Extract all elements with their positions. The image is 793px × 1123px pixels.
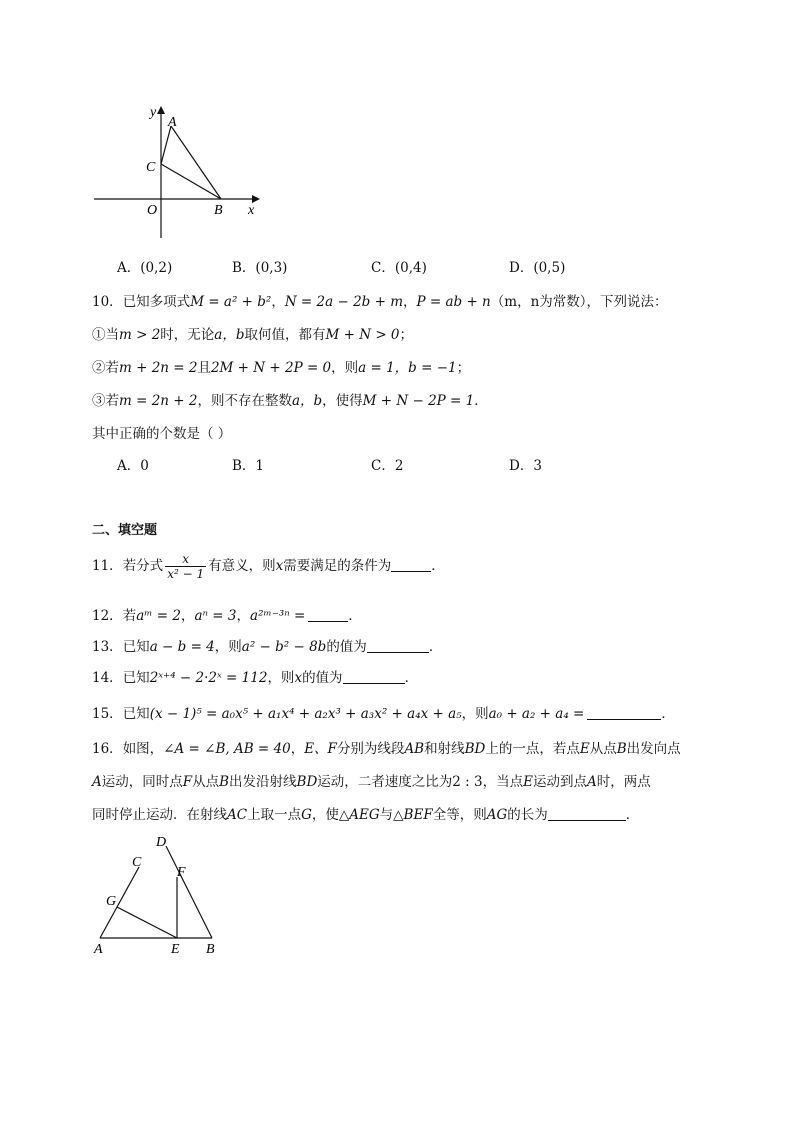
formula: a，b — [214, 327, 245, 343]
text: 与 — [379, 807, 394, 823]
coordinate-figure — [88, 98, 268, 243]
q11 — [92, 552, 445, 581]
text: ， — [290, 741, 305, 757]
option-text: 1 — [255, 458, 265, 474]
section-title: 二、填空题 — [92, 523, 158, 538]
text: 从点 — [192, 774, 220, 790]
q10-stem — [92, 290, 668, 310]
text: 且 — [197, 360, 211, 376]
text: ，则 — [331, 360, 359, 376]
q10-option-d — [509, 454, 542, 474]
formula: BD — [464, 741, 486, 757]
label-y: y — [150, 105, 157, 120]
circle-mark: ② — [92, 360, 106, 376]
text: 当 — [105, 327, 119, 343]
q10-statement-3 — [92, 389, 488, 409]
formula: △AEG — [338, 807, 380, 823]
text: ， — [403, 294, 417, 310]
fraction-denominator: x² − 1 — [167, 567, 205, 581]
text: ，则 — [267, 670, 295, 686]
formula: AG — [486, 807, 508, 823]
formula: 2ˣ⁺⁴ − 2·2ˣ = 112 — [149, 670, 268, 686]
formula: BD — [296, 774, 318, 790]
formula: A — [586, 774, 597, 790]
option-letter: B． — [232, 458, 256, 474]
formula-m: M = a² + b² — [190, 294, 272, 310]
label-g: G — [106, 894, 117, 909]
text: 若分式 — [122, 558, 164, 574]
formula: F — [182, 774, 193, 790]
option-letter: B． — [232, 260, 256, 276]
text: 全等，则 — [432, 807, 487, 823]
text: 上取一点 — [247, 807, 302, 823]
text: 有意义，则 — [208, 558, 276, 574]
formula: m + 2n = 2 — [119, 360, 198, 376]
formula: B — [219, 774, 230, 790]
q16-line-1 — [92, 737, 681, 757]
circle-mark: ③ — [92, 393, 106, 409]
label-x: x — [248, 203, 255, 218]
label-d: D — [156, 835, 167, 850]
label-e: E — [171, 942, 180, 957]
text: ，当点 — [482, 774, 524, 790]
q9-option-a — [117, 256, 172, 276]
option-text: 3 — [533, 458, 542, 474]
answer-blank[interactable] — [367, 640, 429, 653]
formula: A — [92, 774, 102, 790]
text: ，则不存在整数 — [197, 393, 292, 409]
text: ，则 — [461, 706, 489, 722]
text: 如图， — [122, 741, 164, 757]
question-number: 10． — [92, 294, 123, 310]
q16-line-2 — [92, 770, 651, 790]
geometry-figure — [88, 832, 228, 962]
text: 已知 — [122, 639, 150, 655]
q10-question: 其中正确的个数是（ ） — [92, 426, 232, 442]
formula: a，b — [291, 393, 323, 409]
option-text: (0,4) — [394, 260, 427, 276]
formula: a − b = 4 — [149, 639, 215, 655]
text: ， — [181, 608, 195, 624]
formula: m = 2n + 2 — [119, 393, 198, 409]
formula: (x − 1)⁵ = a₀x⁵ + a₁x⁴ + a₂x³ + a₃x² + a₄x + a₅ — [149, 706, 462, 722]
label-o: O — [147, 203, 158, 218]
text: 若 — [122, 608, 137, 624]
formula: a² − b² − 8b — [241, 639, 327, 655]
answer-blank[interactable] — [391, 559, 431, 572]
formula: x — [275, 558, 284, 574]
text: 上的一点，若点 — [485, 741, 580, 757]
q16-line-3 — [92, 803, 639, 823]
text: 运动到点 — [532, 774, 587, 790]
formula: M + N − 2P = 1 — [362, 393, 475, 409]
q10-statement-2 — [92, 356, 470, 376]
formula: E、F — [304, 741, 337, 757]
q10-option-a — [117, 454, 149, 474]
question-number: 15． — [92, 706, 123, 722]
question-number: 16． — [92, 741, 123, 757]
q10-option-c — [371, 454, 403, 474]
q13 — [92, 635, 442, 655]
option-text: (0,3) — [255, 260, 288, 276]
formula: M + N > 0 — [325, 327, 400, 343]
q9-option-c — [371, 256, 427, 276]
option-letter: C． — [371, 458, 395, 474]
text: 若 — [105, 393, 119, 409]
text: 分别为线段 — [336, 741, 405, 757]
answer-blank[interactable] — [343, 671, 405, 684]
text: （m，n为常数），下列说法： — [490, 294, 668, 310]
text: ． — [625, 807, 640, 823]
text: 的值为 — [302, 670, 343, 686]
option-text: 2 — [394, 458, 404, 474]
q12 — [92, 604, 362, 624]
formula-p: P = ab + n — [416, 294, 491, 310]
answer-blank[interactable] — [587, 707, 661, 720]
text: 的长为 — [507, 807, 548, 823]
option-letter: A． — [117, 260, 141, 276]
text: 运动，二者速度之比为 — [317, 774, 453, 790]
formula: x — [294, 670, 303, 686]
q14 — [92, 666, 418, 686]
option-text: 0 — [140, 458, 149, 474]
label-a: A — [168, 115, 177, 130]
q9-option-d — [509, 256, 565, 276]
text: 若 — [105, 360, 119, 376]
formula: △BEF — [393, 807, 433, 823]
formula: a = 1，b = −1 — [358, 360, 457, 376]
formula: ∠A = ∠B, AB = 40 — [163, 741, 291, 757]
text: ，则 — [214, 639, 242, 655]
label-b: B — [214, 203, 223, 218]
label-c: C — [146, 160, 156, 175]
formula: G — [301, 807, 312, 823]
text: ， — [236, 608, 251, 624]
formula: 2M + N + 2P = 0 — [210, 360, 332, 376]
answer-blank[interactable] — [308, 609, 348, 622]
text: ， — [271, 294, 285, 310]
text: 已知 — [122, 706, 150, 722]
text: 时，两点 — [596, 774, 651, 790]
q15 — [92, 702, 675, 722]
text: 出发向点 — [626, 741, 681, 757]
text: ． — [404, 670, 419, 686]
text: ，使得 — [322, 393, 363, 409]
text: ． — [474, 393, 488, 409]
text: 的值为 — [326, 639, 367, 655]
circle-mark: ① — [92, 327, 106, 343]
option-letter: D． — [509, 260, 534, 276]
label-f: F — [177, 865, 186, 880]
formula: aⁿ = 3 — [194, 608, 237, 624]
text: 需要满足的条件为 — [283, 558, 392, 574]
q9-option-b — [232, 256, 287, 276]
formula: m > 2 — [119, 327, 161, 343]
text: 从点 — [589, 741, 617, 757]
text: ． — [431, 558, 445, 574]
q10-option-b — [232, 454, 264, 474]
formula: E — [579, 741, 590, 757]
text: 时，无论 — [160, 327, 215, 343]
question-number: 12． — [92, 608, 123, 624]
formula: AC — [227, 807, 248, 823]
text: ． — [661, 706, 675, 722]
answer-blank[interactable] — [548, 808, 626, 821]
q10-statement-1 — [92, 323, 413, 343]
text: 已知多项式 — [122, 294, 191, 310]
question-number: 13． — [92, 639, 123, 655]
fraction — [165, 552, 206, 581]
text: 已知 — [122, 670, 150, 686]
fraction-numerator: x — [165, 552, 206, 567]
text: 运动，同时点 — [101, 774, 183, 790]
formula: 2 : 3 — [452, 774, 483, 790]
formula: AB — [404, 741, 425, 757]
text: ． — [348, 608, 362, 624]
formula: a²ᵐ⁻³ⁿ = — [250, 608, 306, 624]
text: ； — [456, 360, 471, 376]
text: ； — [399, 327, 414, 343]
label-b: B — [206, 942, 215, 957]
text: 和射线 — [424, 741, 465, 757]
label-c: C — [132, 855, 142, 870]
text: ，使 — [311, 807, 339, 823]
option-letter: C． — [371, 260, 395, 276]
formula: aᵐ = 2 — [136, 608, 181, 624]
question-number: 14． — [92, 670, 123, 686]
text: ． — [428, 639, 443, 655]
formula: a₀ + a₂ + a₄ = — [488, 706, 585, 722]
text: 出发沿射线 — [229, 774, 297, 790]
formula: E — [523, 774, 533, 790]
question-number: 11． — [92, 558, 123, 574]
text: 取何值，都有 — [244, 327, 326, 343]
formula: B — [616, 741, 627, 757]
formula-n: N = 2a − 2b + m — [284, 294, 403, 310]
option-text: (0,5) — [533, 260, 566, 276]
option-text: (0,2) — [140, 260, 173, 276]
label-a: A — [94, 942, 103, 957]
option-letter: A． — [117, 458, 141, 474]
text: 同时停止运动．在射线 — [92, 807, 227, 823]
option-letter: D． — [509, 458, 534, 474]
